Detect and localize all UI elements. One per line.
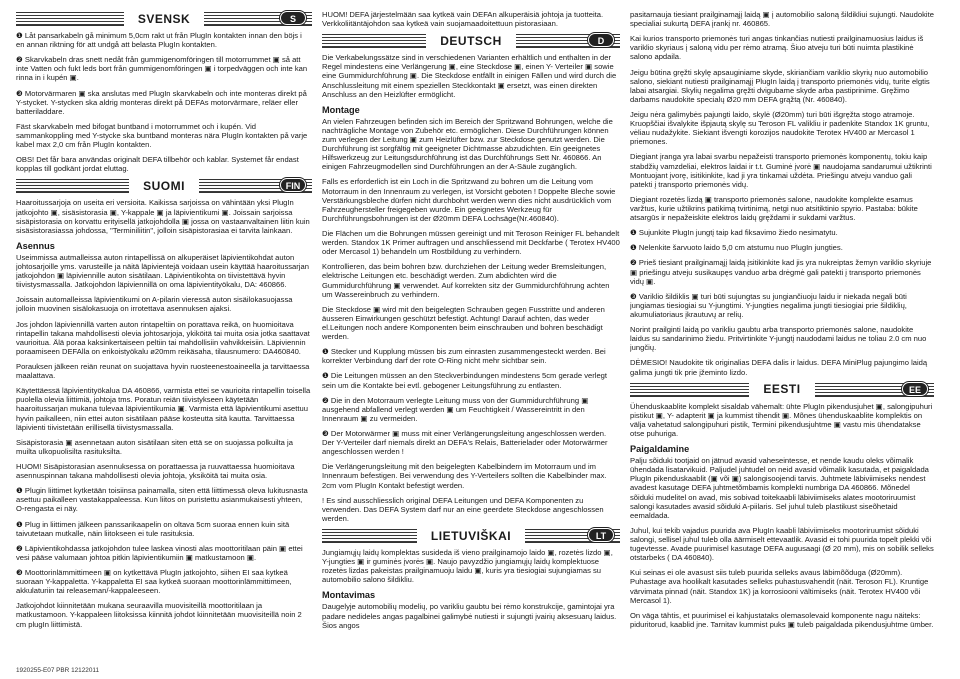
paragraph: ❶ Plugin liittimet kytketään toisiinsa painamalla, siten että liittimessä oleva lukitusnasta asettuu paikalleen vastakappaleessa. Kun liitos on puristettu asianmukaisesti yhteen, O-rengasta ei näy. <box>16 486 308 514</box>
paragraph: Ühenduskaablite komplekt sisaldab vähemalt: ühte PlugIn pikendusjuhet ▣, salongipuhuri pistikut ▣, Y- adapterit ▣ ja kummist tihendit ▣. Mõnes ühenduskaablite komplektis on välja vahetatud salongipuhuri pistik, Termini pikendusjuhtme ▣ vastu mis ühendatakse otse puhuriga. <box>630 401 933 438</box>
paragraph: ❷ Prieš tiesiant prailginamąjį laidą įsitikinkite kad jis yra nukreiptas žemyn variklio skyriuje ▣ priešingu atveju susikaupęs vanduo arba drėgmė gali patekti į transporto priemonės vidų ▣. <box>630 258 932 286</box>
paragraph: HUOM! Sisäpistorasian asennuksessa on porattaessa ja ruuvattaessa huomioitava asennuspinnan takana mahdollisesti olevia johtoja, yksiköitä tai muita osia. <box>16 461 295 481</box>
subheading-paigaldamine: Paigaldamine <box>630 444 690 455</box>
paragraph: ❷ Läpivientikohdassa jatkojohdon tulee laskea vinosti alas moottoritilaan päin ▣ ettei vesi pääse valumaan johtoa pitkin läpivientikumiin ▣ matkustamoon ▣. <box>16 543 303 562</box>
paragraph: pasitarnauja tiesiant prailginamąjį laidą ▣ į automobilio saloną šildikliui sujungti. Naudokite specialiai sukurtą DEFA įrankį nr. 460865. <box>630 10 934 29</box>
subheading-asennus: Asennus <box>16 240 55 251</box>
section-header-deutsch <box>322 34 620 48</box>
paragraph: Diegiant įranga yra labai svarbu nepažeisti transporto priemonės komponentų, tokiu kaip stabdžių vamzdeliai, elektros laidai ir t.t. Guminė įvorė ▣ naudojama sandarumui užtikrinti Montuojant įvorę, isitikinkite, kad ji yra tinkamai uždėta. Priešingu atveju vanduo gali patekti į transporto priemonės vidų. <box>630 152 932 189</box>
paragraph: Sisäpistorasia ▣ asennetaan auton sisätilaan siten että se on suojassa polkuilta ja muilta ulkopuolisilta rasituksilta. <box>16 437 293 456</box>
paragraph: ! Es sind ausschliesslich original DEFA Leitungen und DEFA Komponenten zu verwenden. Das DEFA System darf nur an eine geerdete Steckdose angeschlossen werden. <box>322 495 604 523</box>
paragraph: HUOM! DEFA järjestelmään saa kytkeä vain DEFAn alkuperäisiä johtoja ja tuotteita. Verkkoliitäntäjohdon saa kytkeä vain suojamaadoitettuun pistorasiaan. <box>322 10 604 29</box>
paragraph: ❷ Die in den Motorraum verlegte Leitung muss von der Gummidurchführung ▣ ausgehend abfallend verlegt werden ▣ um Feuchtigkeit / Wassereintritt in den Innenraum ▣ zu vermeiden. <box>322 395 589 423</box>
subheading-montage: Montage <box>322 104 360 115</box>
section-header-lietuviskai <box>322 529 620 543</box>
paragraph: Palju sõiduki tootjaid on jätnud avasid vaheseintesse, et nende kaudu oleks võimalik ühendada lisatarvikuid. Paljudel juhtudel on neid avasid võimalik kasutada, et paigaldada PlugIn pikenduskaablit (▣ või ▣) salongisoojendi tarvis. Juhtmete läbiviimiseks nendest avadest kasutage DEFA juhtmetõmbamis komplekti numbriga DA 460866. Mõnedel sõiduki mudelitel on avad, mis sobivad toitekaabli läbiviimiseks alates mootoriruumist salongi kasutades avasid sõiduki A-piilaris. Sel juhul tuleb plastikust siseõhetaid eemaldada. <box>630 456 929 520</box>
paragraph: Joissain automalleissa läpivientikumi on A-pilarin vieressä auton sisäilokasuojassa jolloin muovinen sisälokasuoja on irrotettava asennuksen ajaksi. <box>16 295 293 314</box>
paragraph: ❶ Die Leitungen müssen an den Steckverbindungen mindestens 5cm gerade verlegt sein um die Kontakte bei evtl. gebogener Leitungsführung zu entlasten. <box>322 371 607 390</box>
paragraph: ❷ Skarvkabeln dras snett nedåt från gummigenomföringen till motorrummet ▣ så att inte Vatten och fukt leds bort från gummigenomföringen ▣ i torpedväggen och inte kan rinna in i kupén ▣. <box>16 55 308 83</box>
subheading-montavimas: Montavimas <box>322 590 376 601</box>
paragraph: Kai kurios transporto priemonės turi angas tinkančias nutiesti prailginamuosius laidus iš variklio skyriaus į saloną vidu per rėmo atramą. Šiuo atveju turi būti nuimta plastikinė salono apdaila. <box>630 34 924 62</box>
section-title-suomi: SUOMI <box>129 179 199 193</box>
paragraph: Die Steckdose ▣ wird mit den beigelegten Schrauben gegen Fusstritte und anderen äusseren Einwirkungen geschützt befestigt. Achtung! Darauf achten, das weder el.Leitungen noch andere Komponenten beim einschrauben und bohren beschädigt werden. <box>322 304 605 342</box>
paragraph: Porauksen jälkeen reiän reunat on suojattava hyvin ruosteenestoaineella ja tarvittaessa maalattava. <box>16 361 310 381</box>
column-3 <box>630 10 934 679</box>
section-title-deutsch: DEUTSCH <box>426 34 516 48</box>
paragraph: Jeigu būtina gręžti skylę apsauginiame skyde, skiriančiam variklio skyrių nuo automobilio salono, siekiant nutiesti prailginamąjį PlugIn laidą į transporto priemonės vidų, turite elgtis labai atsargiai. Skylių negalima gręžti dvigubame skyde arba pastiprinime. Gręžimo darbams naudokite specialų Ø20 mm DEFA grąžtą (Nr. 460840). <box>630 67 930 104</box>
paragraph: Jungiamųjų laidų komplektas susideda iš vieno prailginamojo laido ▣, rozetės lizdo ▣, Y-jungties ▣ ir guminės įvorės ▣. Naujo pavyzdžio jungiamųjų laidų komplektuose rozetės lizdas pakeistas prailginamuoju laidu ▣, kuris yra tiesiogiai sujungiamas su automobilio salono šildikliu. <box>322 547 613 585</box>
paragraph: ❸ Moottorinlämmittimeen ▣ on kytkettävä PlugIn jatkojohto, siihen EI saa kytkeä suoraan Y-kappaletta. Y-kappaletta EI saa kytkeä suoraan moottorinlämmittimeen, akkulaturiin tai releaseman/-kappaleeseen. <box>16 567 292 596</box>
section-title-svensk: SVENSK <box>124 12 204 26</box>
paragraph: ❶ Stecker und Kupplung müssen bis zum einrasten zusammengesteckt werden. Bei korrekter Verbindung darf der rote O-Ring nicht mehr sichtbar sein. <box>322 347 606 366</box>
section-header-suomi <box>16 179 312 193</box>
paragraph: An vielen Fahrzeugen befinden sich im Bereich der Spritzwand Bohrungen, welche die nachträgliche Montage von Zubehör etc. ermöglichen. Diese Durchführungen können zum verlegen der Leitung ▣ zum Heizlüfter bzw. zur Steckdose genutzt werden. Die Durchführung ist sorgfältig mit geeigneter Dichtmasse abzudichten. Ein geeignetes Hilfswerkzeug zur Leitungsdurchführung ist das Durchführungs Sett Nr. 460866. An einigen Fahrzeugmodellen sind Durchführungen an der A-Säule zugänglich. <box>322 116 613 172</box>
paragraph: Die Verlängerungsleitung mit den beigelegten Kabelbindern im Motorraum und im Innenraum befestigen. Bei verwendung des Y-Verteilers sollten die Kabelbinder max. 2cm vom PlugIn Kontakt befestigt werden. <box>322 462 607 490</box>
language-badge-lt: LT <box>588 528 614 542</box>
section-title-lietuviskai: LIETUVIŠKAI <box>417 529 525 543</box>
paragraph: On väga tähtis, et puurimisel ei kahjustataks olemasolevaid komponente nagu näiteks: piduritorud, kaablid jne. Tarnitav kummist puks ▣ tuleb paigaldada pikendusjuhtme ümber. <box>630 610 934 629</box>
language-badge-d: D <box>588 33 614 47</box>
paragraph: Kontrollieren, das beim bohren bzw. durchziehen der Leitung weder Bremsleitungen, elektrische Leitungen etc. beschädigt werden. Zum abdichten wird die Gummidurchführung ▣ verwendet. Auf korrekten sitz der Gummidurchführung achten um Wassereinbruch zu verhindern. <box>322 262 610 299</box>
paragraph: ❸ Motorvärmaren ▣ ska anslutas med PlugIn skarvkabeln och inte monteras direkt på Y-stycket. Y-stycken ska aldrig monteras direkt på DEFAs motorvärmare, reläer eller batteriladdare. <box>16 88 307 116</box>
paragraph: ❶ Nelenkite šarvuoto laido 5,0 cm atstumu nuo PlugIn jungties. <box>630 243 843 253</box>
paragraph: ❶ Plug in liittimen jälkeen panssarikaapelin on oltava 5cm suoraa ennen kuin sitä taivutetaan mutkalle, näin liitokseen ei tule rasituksia. <box>16 519 290 538</box>
paragraph: Die Verkabelungssätze sind in verschiedenen Varianten erhältlich und enthalten in der Regel mindestens eine Verlängerung ▣, eine Steckdose ▣, einen Y- Verteiler ▣ sowie eine Gummidurchführung ▣. Die Steckdose entfällt in einigen Fällen und wird durch die Anschlussleitung mit einem speziellen Steckkontakt ▣ ersetzt, was einen direkten Anschluss an den Heizlüfter ermöglicht. <box>322 53 617 99</box>
paragraph: Jatkojohdot kiinnitetään mukana seuraavilla muovisiteillä moottoritilaan ja matkustamoon. Y-kappaleen liitoksissa kiinnitä johdot kiinnitetään muovisiteillä noin 2 cm plugIn liittimistä. <box>16 601 302 629</box>
section-header-eesti <box>630 383 934 397</box>
paragraph: ❶ Låt pansarkabeln gå minimum 5,0cm rakt ut från PlugIn kontakten innan den böjs i en annan riktning för att undgå att belasta PlugIn kontakten. <box>16 31 302 50</box>
paragraph: ❸ Der Motorwärmer ▣ muss mit einer Verlängerungsleitung angeschlossen werden. Der Y-Verteiler darf niemals direkt an DEFA's Relais, Batterielader oder Motorwärmer angeschlossen werden ! <box>322 428 608 457</box>
paragraph: Useimmissa autmalleissa auton rintapellissä on alkuperäiset läpivientikohdat auton johtosarjoille yms. varusteille ja näitä läpivientejä voidaan usein käyttää haaroitussarjan jatkojohdon ▣ läpiviennille auton sisätilaan. Läpivientikohta on tiivistettävä hyvin tiivistysmassalla. Jatkojohdon läpiviennillä on oma läpivientityökalu, DA: 460866. <box>16 252 309 290</box>
paragraph: Käytettäessä läpivientityökalua DA 460866, varmista ettei se vaurioita rintapellin toisella puolella olevia liittimiä, johtoja tms. Poratun reiän tiivistykseen käytetään haaroitussarjan mukana tulevaa läpivientikumia ▣. Varmista että läpivientikumi asettuu hyvin paikalleen, niin ettei auton sisätilaan pääse kosteutta sitä kautta. Tarvittaessa läpivienti tiivistetään erillisellä tiivistysmassalla. <box>16 386 311 432</box>
paragraph: ❸ Variklio šildiklis ▣ turi būti sujungtas su jungiančiuoju laidu ir niekada negali būti jungiamas tiesiogiai su Y-jungtimi. Y-jungties negalima jungti tiesiogiai prie šildiklių, akumuliatoriaus įkrautuvų ar relių. <box>630 291 907 319</box>
paragraph: Kui seinas ei ole avasust siis tuleb puurida selleks avaus läbimõõduga (Ø20mm). Puhastage ava hoolikalt kasutades selleks puhastusvahendit (näit. Teroson FL). Kruntige värvimata pinnad (näit. Standox 1K) ja korrosiooni vältimiseks (näit. Terotex HV400 või Mercasol 1). <box>630 568 929 605</box>
paragraph: Juhul, kui tekib vajadus puurida ava PlugIn kaabli läbiviimiseks mootoriruumist sõiduki salongi, sellisel juhul tuleb olla äärmiselt ettevaatlik. Avasid ei tohi puurida topelt plekki või tugevtesse. Avade puurimisel kasutage DEFA augusaagi (Ø 20 mm), mis on sobilik selleks otstarbeks ( DA 460840). <box>630 525 934 563</box>
language-badge-fin: FIN <box>280 178 306 192</box>
paragraph: DĖMESIO! Naudokite tik originalias DEFA dalis ir laidus. DEFA MiniPlug pajungimo laidą galima jungti tik prie įžeminto lizdo. <box>630 358 928 377</box>
paragraph: Jeigu nėra galimybės pajungti laido, skylė (Ø20mm) turi būti išgręžta stogo atramoje. Kruopščiai išvalykite išpjautą skylę su Teroson FL valikliu ir padenkite Standox 1K gruntu, vėliau nudažykite. Siekiant išvengti korozijos naudokite Terotex HV400 ar Mercasol 1 priemones. <box>630 109 930 147</box>
paragraph: Jos johdon läpiviennillä varten auton rintapeltiin on porattava reikä, on huomioitava rintapellin takana mahdollisesti olevia johtosarjoja, ykiköitä tai muita osia jotka saattavat vaurioitua. Älä poraa kaksinkertaiseen peltiin tai mahdollisiin vahvikkeisiin. Läpiviennin poraamiseen DEFAlla on erikoistyökalu ø20mm reikäsaha, tilausnumero: DA460840. <box>16 319 310 356</box>
section-header-svensk <box>16 12 312 26</box>
paragraph: OBS! Det får bara användas originalt DEFA tillbehör och kablar. Systemet får endast kopplas till godkänt jordat eluttag. <box>16 155 299 174</box>
paragraph: Fäst skarvkabeln med bifogat buntband i motorrummet och i kupén. Vid sammankoppling med Y-stycke ska buntband monteras nära PlugIn kontakten på varje kabel max 2,0 cm från PlugIn kontakten. <box>16 121 308 150</box>
document-code: 1920255-E07 PBR 12122011 <box>16 667 100 675</box>
paragraph: Norint prailginti laidą po varikliu gaubtu arba transporto priemonės salone, naudokite laidus su sandarinimo žiedu. Pritvirtinkite Y-jungtį naudodami laidus ne toliau 2.0 cm nuo jungčių. <box>630 325 927 353</box>
language-badge-s: S <box>280 11 306 25</box>
paragraph: Falls es erforderlich ist ein Loch in die Spritzwand zu bohren um die Leitung vom Motorraum in den Innenraum zu verlegen, ist Vorsicht geboten ! Doppelte Bleche sowie Verstärkungsbleche dürfen nicht durchbohrt werden wenn dies nicht ausdrücklich vom Fahrzeughersteller freigegeben wurde. Ein geeignetes Werkzeug für Durchführungsbohrungen ist der Ø20mm DEFA Lochsäge(Nr.460840). <box>322 177 616 223</box>
section-title-eesti: EESTI <box>749 382 814 396</box>
paragraph: Diegiant rozetės lizdą ▣ transporto priemonės salone, naudokite komplekte esamus varžtus, kurie užtikrins patikimą tvirtinimą, netgi nuo atsitiktinio spyrio. Pastaba: būkite atsargūs ir nepažeiskite elektros laidų gręždami ir sukdami varžtus. <box>630 194 918 223</box>
language-badge-ee: EE <box>902 382 928 396</box>
paragraph: Haaroitussarjoja on useita eri versioita. Kaikissa sarjoissa on vähintään yksi PlugIn jatkojohto ▣, sisäsistorasia ▣, Y-kappale ▣ ja läpivientikumi ▣. Joissain sarjoissa sisäpistorasia on korvattu erityisellä jatkojohdolla ▣ jossa on vastaanvaltainen liitin kuin sisäsistorasiassa johdossa, "Terminiliitin", jolloin sisäpistorasiaa ei tarvita lainkaan. <box>16 198 310 235</box>
paragraph: Daugelyje automobilių modelių, po varikliu gaubtu bei rėmo konstrukcije, gamintojai yra padare nedideles angas pagalbinei galimybė nutiesti ir sujungti įvairių aksesuarų laidus. Šios angos <box>322 602 617 630</box>
paragraph: ❶ Sujunkite PlugIn jungtį taip kad fiksavimo žiedo nesimatytu. <box>630 228 838 238</box>
column-2 <box>322 10 620 679</box>
paragraph: Die Flächen um die Bohrungen müssen gereinigt und mit Teroson Reiniger FL behandelt werden. Standox 1K Primer auftragen und anschliessend mit Deckfarbe ( Terotex HV400 oder Mercasol 1) behandeln um Rostbildung zu verhindern. <box>322 229 620 257</box>
column-1 <box>16 10 312 679</box>
